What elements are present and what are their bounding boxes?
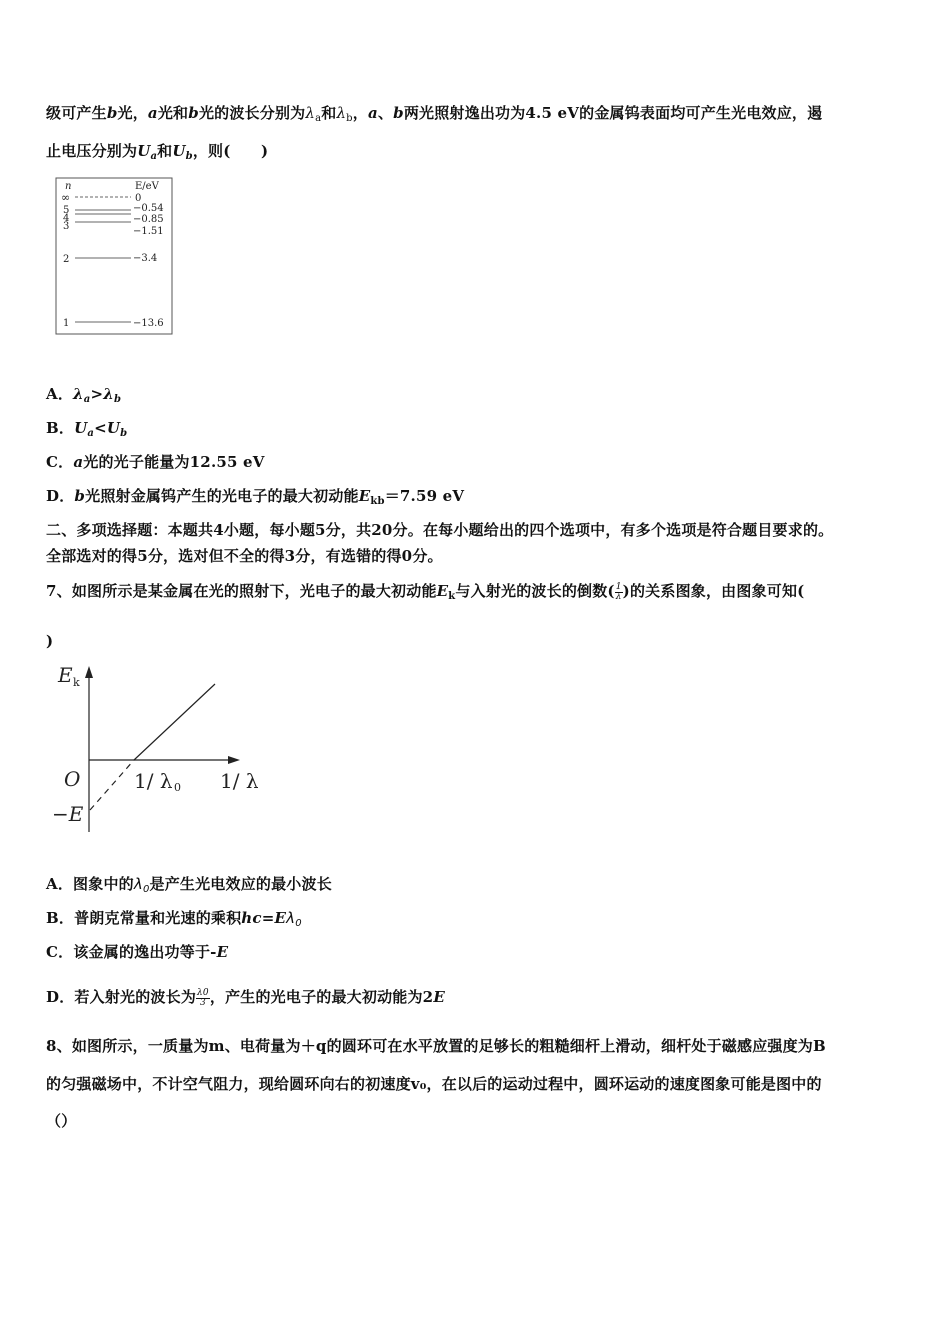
ek-line-solid — [134, 684, 215, 760]
y-intercept-label: −E — [52, 802, 84, 826]
y-axis-arrow — [85, 666, 93, 678]
section2-heading-line2: 全部选对的得5分，选对但不全的得3分，有选错的得0分。 — [46, 547, 443, 565]
q7-option-d[interactable]: D．若入射光的波长为 $\frac{\lambda 0}{3}$ ，产生的光电子的最大初动能为2E — [46, 987, 445, 1008]
x-intercept-sub: 0 — [174, 781, 181, 794]
q7-option-c[interactable]: C．该金属的逸出功等于-E — [46, 943, 229, 961]
level-n-2: 2 — [63, 254, 70, 265]
y-axis-label-sub: k — [73, 676, 80, 689]
level-n-5: 5 — [63, 205, 70, 216]
q8-stem-line1: 8、如图所示，一质量为m、电荷量为＋q的圆环可在水平放置的足够长的粗糙细杆上滑动，细杆处于磁感应强度为B — [46, 1037, 826, 1055]
energy-level-diagram — [55, 177, 175, 337]
q7-option-d-fraction: $\frac{\lambda 0}{3}$ — [197, 987, 209, 1008]
diagram-e-header: E/eV — [135, 181, 159, 192]
level-e-2: −3.4 — [133, 253, 158, 264]
q8-stem-line3: （） — [46, 1112, 77, 1130]
q6-stem-line1: 级可产生b光，a光和b光的波长分别为$\lambda_a$和$\lambda_b$，a、b两光照射逸出功为4.5 eV的金属钨表面均可产生光电效应，遏 — [46, 104, 823, 124]
q6-option-c[interactable]: C．a光的光子能量为12.55 eV — [46, 453, 265, 471]
q7-fraction: $\frac{1}{\lambda}$ — [615, 581, 622, 602]
level-e-4: −0.85 — [133, 214, 164, 225]
origin-label: O — [64, 767, 81, 791]
level-e-inf: 0 — [135, 193, 142, 204]
level-n-inf: ∞ — [61, 191, 71, 204]
q6-option-a[interactable]: A．$\lambda_a>\lambda_b$ — [46, 385, 122, 405]
q6-option-b[interactable]: B．$U_a<U_b$ — [46, 419, 128, 439]
diagram-n-header: n — [65, 181, 72, 192]
q7-option-b[interactable]: B．普朗克常量和光速的乘积$hc=E\lambda_0$ — [46, 909, 302, 929]
level-e-5: −0.54 — [133, 203, 164, 214]
section2-heading-line1: 二、多项选择题：本题共4小题，每小题5分，共20分。在每小题给出的四个选项中，有多个选项是符合题目要求的。 — [46, 521, 834, 539]
level-e-1: −13.6 — [133, 318, 164, 329]
ek-line-dashed — [90, 760, 134, 810]
level-n-4: 4 — [63, 213, 70, 224]
level-n-1: 1 — [63, 318, 70, 329]
q7-stem-close: ) — [46, 632, 54, 650]
x-axis-arrow — [228, 756, 240, 764]
level-e-3: −1.51 — [133, 226, 164, 237]
y-axis-label: E — [58, 663, 73, 687]
q6-option-d[interactable]: D．b光照射金属钨产生的光电子的最大初动能$E_{kb}=7.59$ eV — [46, 487, 465, 507]
ek-vs-inverse-wavelength-graph — [48, 660, 268, 840]
q8-stem-line2: 的匀强磁场中，不计空气阻力，现给圆环向右的初速度v₀，在以后的运动过程中，圆环运动的速度图象可能是图中的 — [46, 1075, 822, 1093]
q6-stem-line2: 止电压分别为$U_a$和$U_b$，则( ) — [46, 142, 269, 162]
x-intercept-label: 1/ λ — [134, 769, 173, 793]
x-axis-label: 1/ λ — [220, 769, 259, 793]
q7-stem: 7、如图所示是某金属在光的照射下，光电子的最大初动能$E_k$与入射光的波长的倒数( $\frac{1}{\lambda}$ )的关系图象，由图象可知( — [46, 581, 805, 602]
level-n-3: 3 — [63, 221, 70, 232]
q7-option-a[interactable]: A．图象中的$\lambda_0$是产生光电效应的最小波长 — [46, 875, 332, 895]
